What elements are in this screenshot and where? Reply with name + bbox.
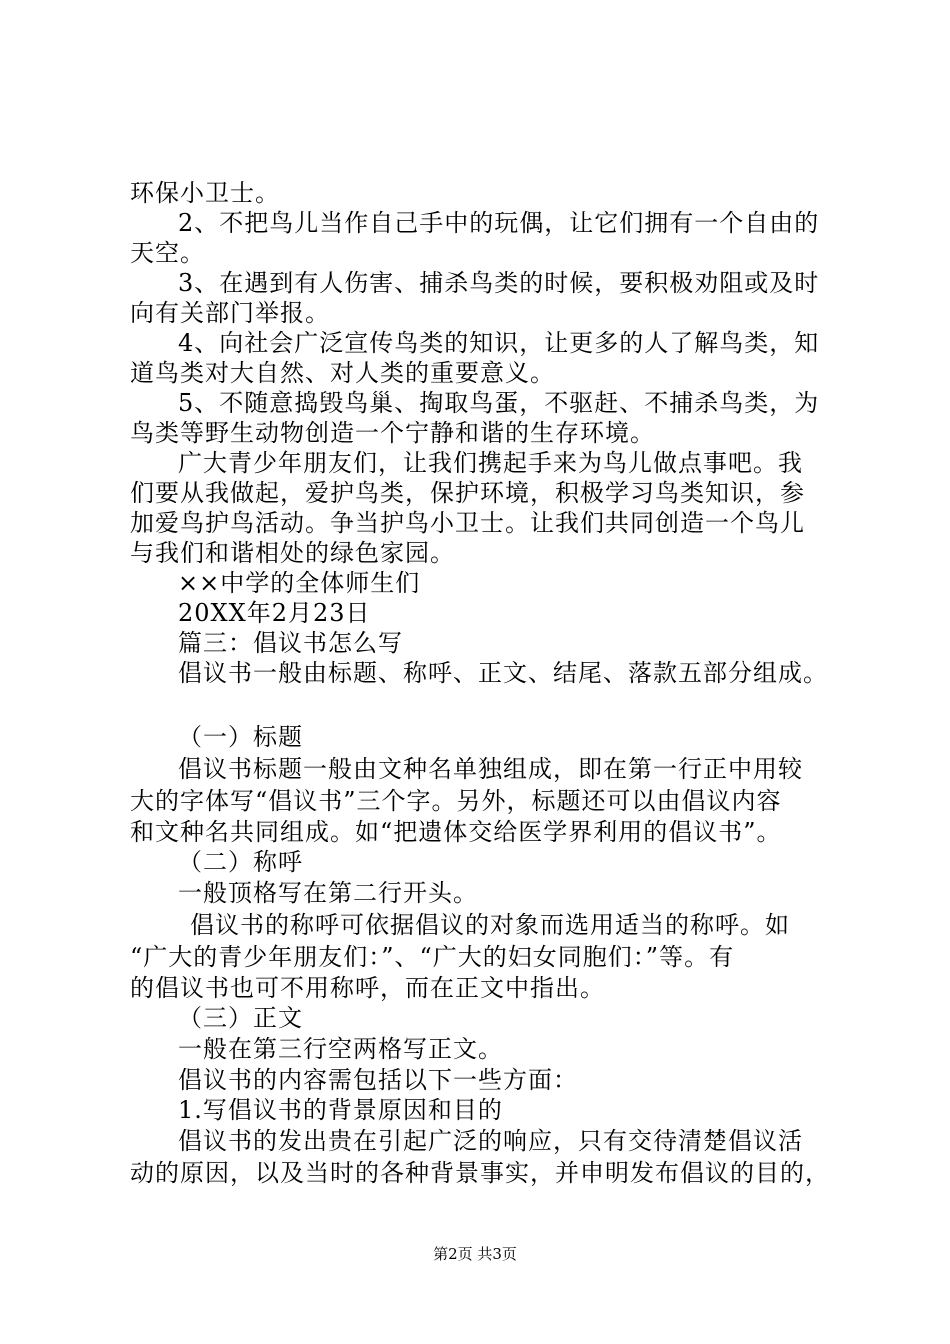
subsection-heading: （二）称呼: [178, 848, 303, 876]
text-line: 们要从我做起，爱护鸟类，保护环境，积极学习鸟类知识，参: [130, 479, 805, 507]
section-heading: 篇三：倡议书怎么写: [178, 629, 403, 657]
subsection-heading: （一）标题: [178, 723, 303, 751]
text-line: 环保小卫士。: [130, 179, 280, 207]
text-line: 倡议书的发出贵在引起广泛的响应，只有交待清楚倡议活: [178, 1127, 803, 1155]
text-line: 倡议书一般由标题、称呼、正文、结尾、落款五部分组成。: [178, 659, 828, 687]
subsection-heading: （三）正文: [178, 1004, 303, 1032]
text-line: 道鸟类对大自然、对人类的重要意义。: [130, 359, 555, 387]
text-line: 加爱鸟护鸟活动。争当护鸟小卫士。让我们共同创造一个鸟儿: [130, 509, 805, 537]
text-line: 倡议书的称呼可依据倡议的对象而选用适当的称呼。如: [190, 911, 790, 939]
text-line: 2、不把鸟儿当作自己手中的玩偶，让它们拥有一个自由的: [178, 209, 820, 237]
text-line: 一般顶格写在第二行开头。: [178, 879, 478, 907]
signature-line: ××中学的全体师生们: [178, 569, 421, 597]
text-line: 和文种名共同组成。如“把遗体交给医学界利用的倡议书”。: [130, 818, 782, 846]
text-line: 与我们和谐相处的绿色家园。: [130, 539, 455, 567]
text-line: 向有关部门举报。: [130, 299, 330, 327]
text-line: 鸟类等野生动物创造一个宁静和谐的生存环境。: [130, 419, 655, 447]
text-line: 的倡议书也可不用称呼，而在正文中指出。: [130, 974, 605, 1002]
text-line: 天空。: [130, 239, 205, 267]
text-line: 动的原因，以及当时的各种背景事实，并申明发布倡议的目的，: [130, 1159, 830, 1187]
text-line: “广大的青少年朋友们：”、“广大的妇女同胞们：”等。有: [130, 943, 735, 971]
text-line: 倡议书的内容需包括以下一些方面：: [178, 1066, 578, 1094]
text-line: 3、在遇到有人伤害、捕杀鸟类的时候，要积极劝阻或及时: [178, 269, 820, 297]
text-line: 大的字体写“倡议书”三个字。另外，标题还可以由倡议内容: [130, 787, 782, 815]
text-line: 5、不随意捣毁鸟巢、掏取鸟蛋，不驱赶、不捕杀鸟类，为: [178, 389, 820, 417]
date-line: 20XX年2月23日: [178, 599, 371, 627]
text-line: 一般在第三行空两格写正文。: [178, 1035, 503, 1063]
text-line: 1.写倡议书的背景原因和目的: [178, 1096, 503, 1124]
text-line: 广大青少年朋友们，让我们携起手来为鸟儿做点事吧。我: [178, 449, 803, 477]
page-footer: 第2页 共3页: [433, 1245, 517, 1263]
text-line: 倡议书标题一般由文种名单独组成，即在第一行正中用较: [178, 755, 803, 783]
text-line: 4、向社会广泛宣传鸟类的知识，让更多的人了解鸟类，知: [178, 329, 820, 357]
